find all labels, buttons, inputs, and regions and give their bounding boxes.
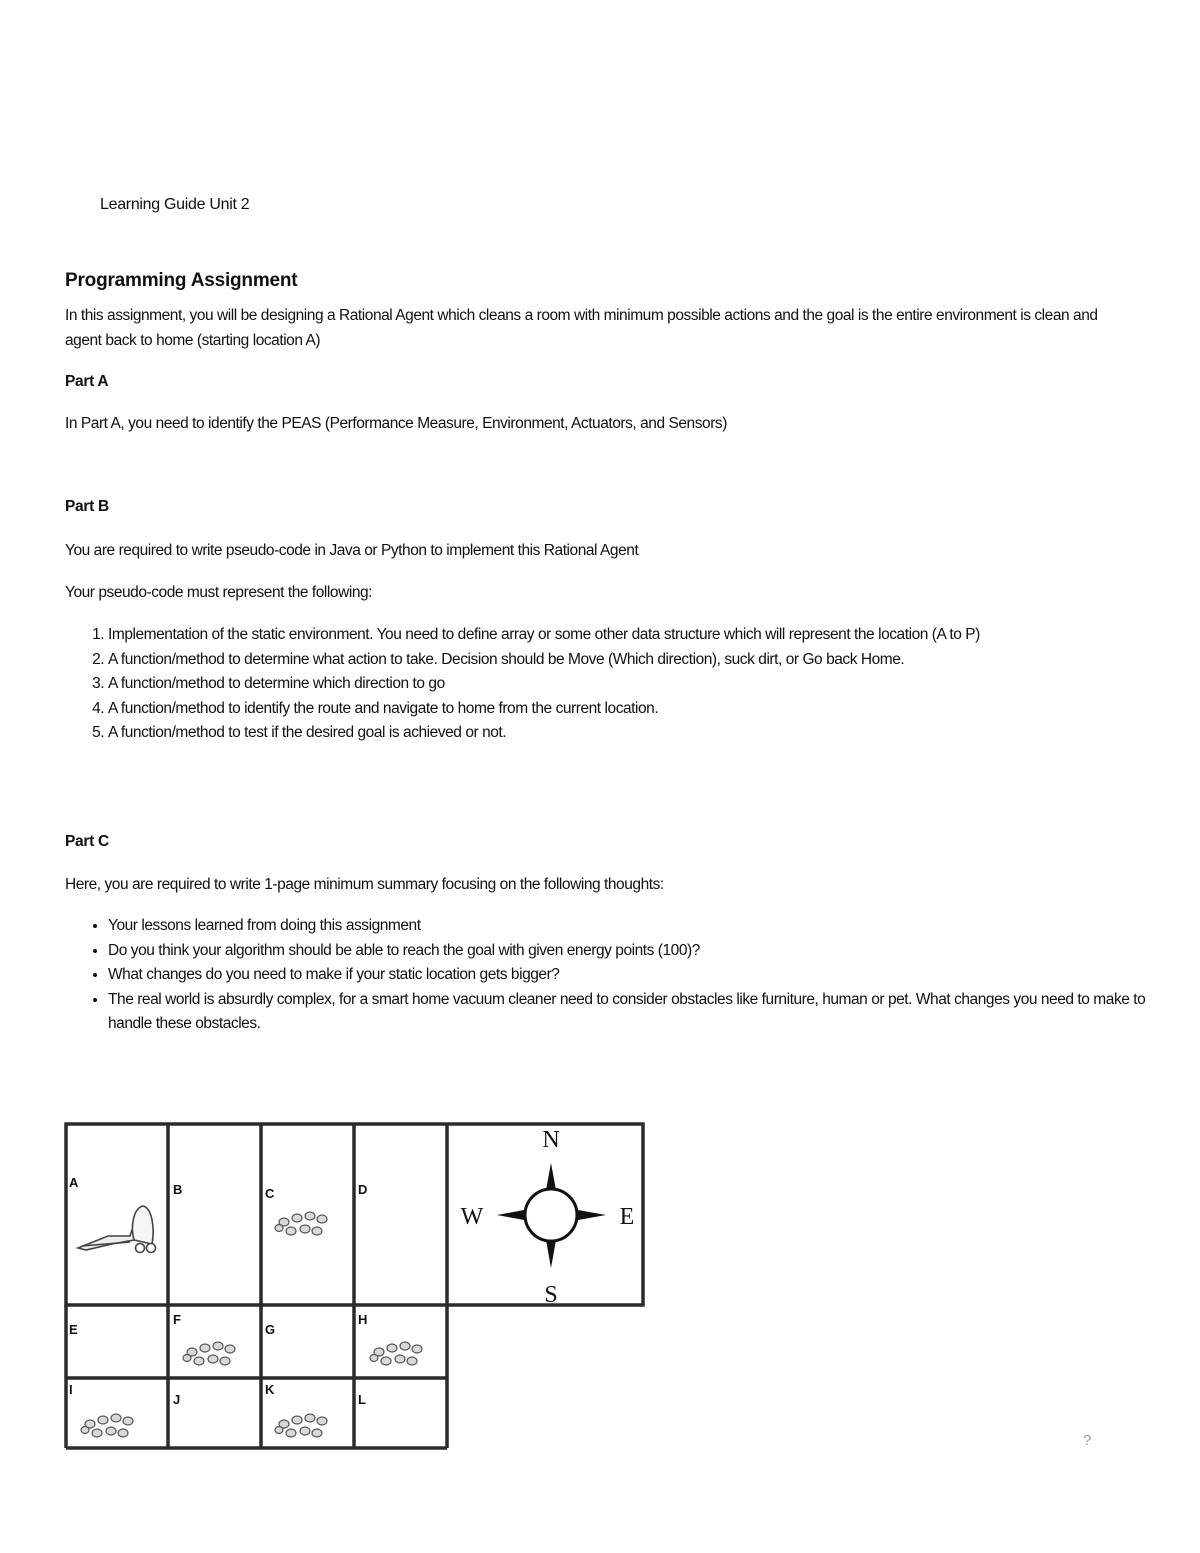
assignment-title: Programming Assignment	[65, 270, 298, 291]
cell-label-h: H	[358, 1312, 368, 1327]
part-a-heading: Part A	[65, 373, 109, 390]
help-icon[interactable]: ?	[1083, 1432, 1092, 1449]
guide-title: Learning Guide Unit 2	[100, 196, 250, 213]
list-item: • The real world is absurdly complex, for a smart home vacuum cleaner need to consider obstacles like furniture, human or pet. What changes you need to make to handle these obstacles.	[108, 988, 1178, 1037]
dirt-icon	[183, 1342, 235, 1365]
cell-label-i: I	[69, 1382, 73, 1397]
list-item: 4. A function/method to identify the route and navigate to home from the current location.	[108, 697, 1178, 722]
compass-north-label: N	[542, 1127, 560, 1153]
list-item: 1. Implementation of the static environment. You need to define array or some other data structure which will represent the location (A to P)	[108, 623, 1178, 648]
compass-south-label: S	[544, 1282, 558, 1308]
cell-label-a: A	[69, 1175, 79, 1190]
compass-west-label: W	[460, 1204, 484, 1230]
compass-rose-icon	[497, 1163, 606, 1268]
cell-label-d: D	[358, 1182, 368, 1197]
list-item: 5. A function/method to test if the desired goal is achieved or not.	[108, 721, 1178, 746]
cell-label-l: L	[358, 1392, 366, 1407]
cell-label-g: G	[265, 1322, 276, 1337]
list-item: • Do you think your algorithm should be able to reach the goal with given energy points (100)?	[108, 939, 1178, 964]
cell-label-j: J	[173, 1392, 181, 1407]
part-b-heading: Part B	[65, 498, 109, 515]
list-item: • Your lessons learned from doing this assignment	[108, 914, 1178, 939]
part-b-text2: Your pseudo-code must represent the following:	[65, 584, 373, 601]
list-item: 3. A function/method to determine which direction to go	[108, 672, 1178, 697]
part-c-heading: Part C	[65, 833, 109, 850]
compass-east-label: E	[619, 1204, 635, 1230]
cell-label-b: B	[173, 1182, 183, 1197]
cell-label-k: K	[265, 1382, 275, 1397]
part-c-text: Here, you are required to write 1-page minimum summary focusing on the following thoughts:	[65, 876, 664, 893]
list-item: 2. A function/method to determine what action to take. Decision should be Move (Which direction), suck dirt, or Go back Home.	[108, 648, 1178, 673]
cell-label-f: F	[173, 1312, 181, 1327]
dirt-icon	[275, 1414, 327, 1437]
vacuum-cleaner-icon	[78, 1206, 156, 1253]
part-a-text: In Part A, you need to identify the PEAS (Performance Measure, Environment, Actuators, and Sensors)	[65, 415, 727, 432]
part-b-text1: You are required to write pseudo-code in Java or Python to implement this Rational Agent	[65, 542, 639, 559]
dirt-icon	[275, 1212, 327, 1235]
dirt-icon	[81, 1414, 133, 1437]
list-item: • What changes do you need to make if your static location gets bigger?	[108, 963, 1178, 988]
cell-label-c: C	[265, 1186, 275, 1201]
dirt-icon	[370, 1342, 422, 1365]
cell-label-e: E	[69, 1322, 78, 1337]
assignment-intro: In this assignment, you will be designing a Rational Agent which cleans a room with minimum possible actions and the goal is the entire environment is clean and agent back to home (starting location A)	[65, 307, 1098, 349]
